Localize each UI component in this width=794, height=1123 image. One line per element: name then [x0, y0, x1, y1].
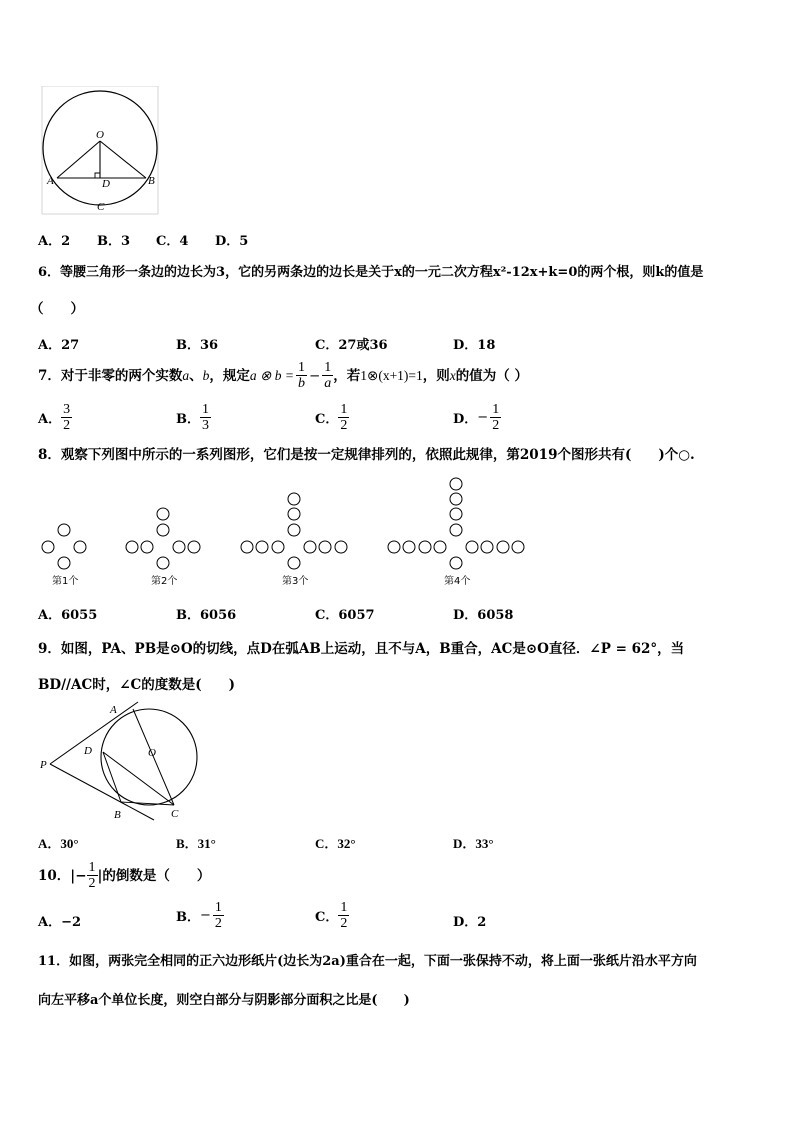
- q7-sep: 、: [189, 367, 203, 384]
- q8-fig3-circle: [319, 541, 331, 553]
- q6-option-b: B．36: [176, 338, 219, 353]
- q8-pattern-figure: [36, 476, 536, 591]
- q7-option-b-frac: [200, 402, 211, 433]
- q8-fig4-circle: [419, 541, 431, 553]
- q10-stem-b: |的倒数是（ ）: [97, 867, 211, 884]
- q8-option-a: A．6055: [38, 608, 98, 623]
- q8-caption-3: 第3个: [282, 576, 309, 587]
- q9-option-c: C．32°: [315, 836, 356, 851]
- q10-option-b-sign: −: [200, 908, 211, 923]
- q9-option-b: B．31°: [176, 836, 216, 851]
- q8-fig4-circle: [403, 541, 415, 553]
- q8-caption-1: 第1个: [52, 576, 79, 587]
- q10-option-c: [315, 900, 349, 931]
- q7-x: x: [449, 367, 456, 383]
- q8-fig3-circle: [288, 524, 300, 536]
- q8-fig2-circle: [157, 508, 169, 520]
- q7-stem-a: 7．对于非零的两个实数: [38, 367, 183, 384]
- q8-option-b: B．6056: [176, 608, 237, 623]
- q8-fig3-circle: [304, 541, 316, 553]
- q7-option-d-label: D．: [453, 412, 478, 427]
- q8-fig2-circle: [173, 541, 185, 553]
- q5-circle-figure: [38, 86, 162, 216]
- q7-b: b: [202, 367, 210, 383]
- q7-option-c-num: 1: [340, 402, 348, 417]
- q10-option-b-label: B．: [176, 910, 200, 925]
- q9-label-O: O: [148, 747, 156, 759]
- q7-option-d-num: 1: [492, 402, 500, 417]
- q10-option-c-frac: [338, 900, 349, 931]
- q10-option-c-num: 1: [340, 900, 348, 915]
- q8-fig4-circle: [434, 541, 446, 553]
- q11-stem-line1: 11．如图，两张完全相同的正六边形纸片(边长为2a)重合在一起，下面一张保持不动，将上面一张纸片沿水平方向: [38, 954, 697, 969]
- q10-option-b-frac: [213, 900, 224, 931]
- q8-fig1-circle: [42, 541, 54, 553]
- q7-option-a-frac: [61, 402, 72, 433]
- q7-stem-c: ，若: [333, 367, 361, 384]
- q8-fig4-circle: [481, 541, 493, 553]
- q5-option-a: A．2: [38, 234, 71, 249]
- q7-def-den2: a: [324, 376, 332, 391]
- q8-fig2-circle: [141, 541, 153, 553]
- q8-fig3-circle: [288, 508, 300, 520]
- q7-option-b: [176, 402, 211, 433]
- q8-fig3-circle: [335, 541, 347, 553]
- q7-stem-e: 的值为（ ）: [455, 367, 528, 384]
- q10-stem: [38, 860, 210, 891]
- q7-option-d-sign: −: [477, 410, 489, 425]
- q7-option-a: [38, 402, 72, 433]
- q9-label-D: D: [84, 745, 92, 757]
- q9-label-P: P: [40, 759, 47, 771]
- q10-option-b-num: 1: [214, 900, 222, 915]
- q10-frac: [87, 860, 98, 891]
- q8-caption-4: 第4个: [444, 576, 471, 587]
- q5-label-A: A: [47, 175, 54, 187]
- q7-stem-b: ，规定: [209, 367, 250, 384]
- q8-fig4-circle: [388, 541, 400, 553]
- q5-option-b: B．3: [97, 234, 131, 249]
- q7-def-frac-2: [322, 360, 333, 391]
- q5-option-d: D．5: [215, 234, 249, 249]
- q8-fig4-circle: [466, 541, 478, 553]
- q7-option-b-num: 1: [202, 402, 209, 417]
- q6-option-a: A．27: [38, 338, 80, 353]
- q8-fig4-circle: [450, 493, 462, 505]
- q11-stem-line2: 向左平移a个单位长度，则空白部分与阴影部分面积之比是( ): [38, 993, 410, 1008]
- q9-option-d: D．33°: [453, 836, 494, 851]
- q8-fig3-circle: [288, 557, 300, 569]
- q7-stem: [38, 360, 528, 391]
- q5-label-O: O: [96, 129, 104, 141]
- q10-option-d: D．2: [453, 915, 487, 930]
- q10-option-c-den: 2: [340, 916, 348, 931]
- q7-def-num1: 1: [297, 360, 305, 375]
- q7-option-c-label: C．: [315, 412, 339, 427]
- q7-option-b-den: 3: [202, 418, 209, 433]
- q10-option-b-den: 2: [214, 916, 222, 931]
- q7-a: a: [182, 367, 190, 383]
- q8-fig4-circle: [512, 541, 524, 553]
- q8-stem: 8．观察下列图中所示的一系列图形，它们是按一定规律排列的，依照此规律，第2019个图形共有( )个○.: [38, 447, 695, 463]
- q9-label-C: C: [171, 808, 179, 820]
- q7-option-a-den: 2: [63, 418, 71, 433]
- q5-label-D: D: [102, 178, 110, 190]
- q9-option-a: A．30°: [38, 836, 79, 851]
- q7-option-b-label: B．: [176, 412, 200, 427]
- q8-fig4-circle: [450, 557, 462, 569]
- q10-stem-a: 10．|−: [38, 867, 87, 884]
- q8-option-d: D．6058: [453, 608, 514, 623]
- q7-def-minus: −: [308, 367, 321, 384]
- q8-fig2-circle: [157, 524, 169, 536]
- q7-option-a-label: A．: [38, 412, 62, 427]
- q7-option-d-den: 2: [492, 418, 500, 433]
- q7-def-lhs: a ⊗ b =: [249, 367, 294, 383]
- q8-fig1-circle: [58, 524, 70, 536]
- q8-fig3-circle: [241, 541, 253, 553]
- q7-def-den1: b: [297, 376, 305, 391]
- q5-label-C: C: [97, 201, 105, 213]
- q7-option-c-frac: [338, 402, 349, 433]
- q10-den: 2: [88, 876, 96, 891]
- q7-option-d-frac: [490, 402, 501, 433]
- q8-fig3-circle: [288, 493, 300, 505]
- q7-option-d: [453, 402, 501, 433]
- q8-fig3-circle: [256, 541, 268, 553]
- q8-option-c: C．6057: [315, 608, 375, 623]
- q7-stem-d: ，则: [422, 367, 450, 384]
- q6-option-c: C．27或36: [315, 338, 388, 353]
- q7-option-c-den: 2: [340, 418, 348, 433]
- q8-fig3-circle: [272, 541, 284, 553]
- q7-option-a-num: 3: [63, 402, 71, 417]
- q8-fig2-circle: [126, 541, 138, 553]
- q5-option-c: C．4: [156, 234, 189, 249]
- q8-fig4-circle: [450, 508, 462, 520]
- q7-condition: 1⊗(x+1)=1: [360, 367, 423, 383]
- q9-stem-line1: 9．如图，PA、PB是⊙O的切线，点D在弧AB上运动，且不与A，B重合，AC是⊙O直径．∠P = 62°，当: [38, 641, 685, 657]
- q8-caption-2: 第2个: [151, 576, 178, 587]
- q10-num: 1: [88, 860, 96, 875]
- q8-fig4-circle: [450, 524, 462, 536]
- q7-def-num2: 1: [324, 360, 332, 375]
- q8-fig1-circle: [74, 541, 86, 553]
- q7-def-frac-1: [296, 360, 307, 391]
- q8-fig4-circle: [450, 478, 462, 490]
- q9-label-B: B: [114, 809, 121, 821]
- q8-fig2-circle: [157, 557, 169, 569]
- q5-label-B: B: [148, 175, 155, 187]
- q8-fig2-circle: [188, 541, 200, 553]
- q8-fig1-circle: [58, 557, 70, 569]
- q10-option-c-label: C．: [315, 910, 339, 925]
- q6-stem: 6．等腰三角形一条边的边长为3，它的另两条边的边长是关于x的一元二次方程x²-12x+k=0的两个根，则k的值是: [38, 265, 704, 280]
- q10-option-a: A．−2: [38, 915, 82, 930]
- q6-blank: （ ）: [30, 301, 84, 317]
- q9-tangent-figure: [36, 700, 206, 824]
- q9-stem-line2: BD//AC时，∠C的度数是( ): [38, 677, 236, 693]
- q7-option-c: [315, 402, 349, 433]
- q8-fig4-circle: [497, 541, 509, 553]
- q9-label-A: A: [110, 704, 117, 716]
- q10-option-b: [176, 900, 224, 931]
- q6-option-d: D．18: [453, 338, 496, 353]
